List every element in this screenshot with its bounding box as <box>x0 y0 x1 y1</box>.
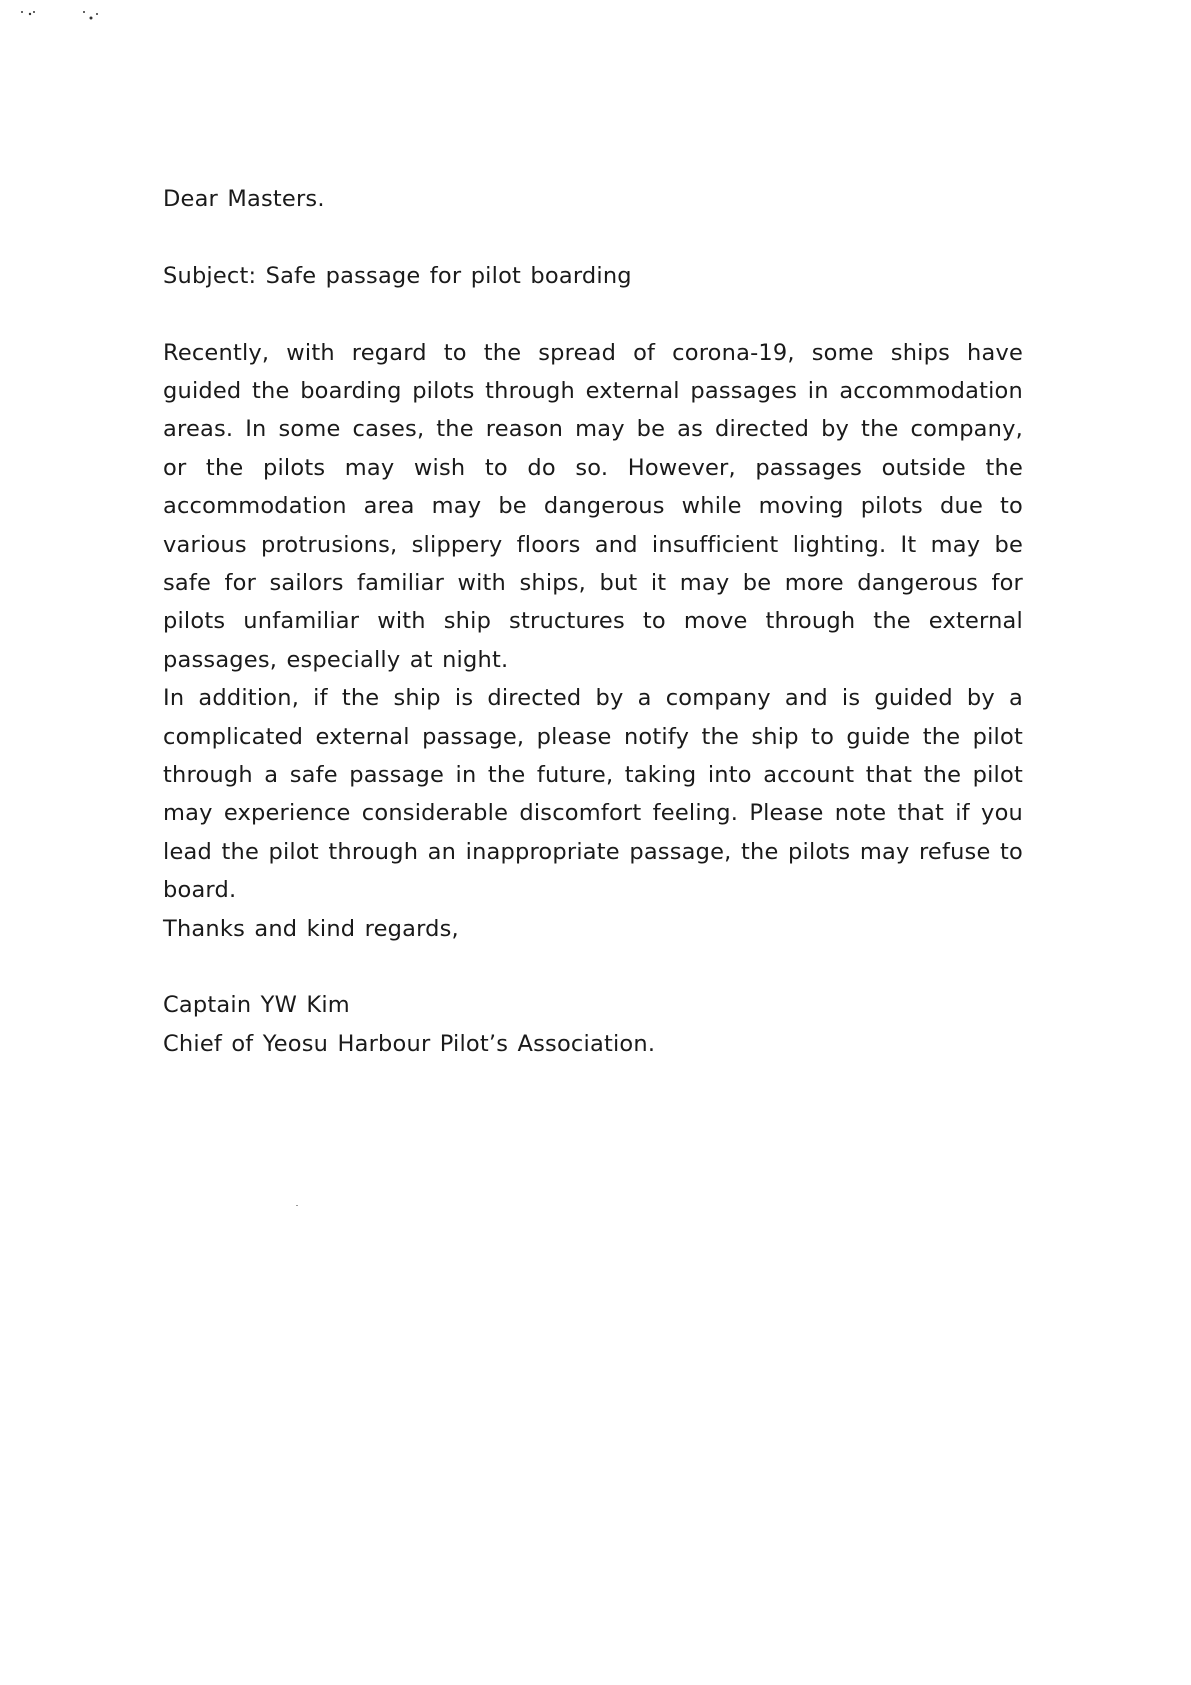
scan-dot-mark <box>296 1205 298 1206</box>
signature-name: Captain YW Kim <box>163 992 350 1019</box>
closing-line: Thanks and kind regards, <box>163 915 459 942</box>
signature-title: Chief of Yeosu Harbour Pilot’s Association. <box>163 1030 656 1057</box>
subject-line: Subject: Safe passage for pilot boarding <box>163 262 632 289</box>
letter-body <box>163 180 1023 1063</box>
body-paragraph-2: In addition, if the ship is directed by a company and is guided by a complicated external passage, please notify the ship to guide the pilot through a safe passage in the future, taking into account that the pilot may experience considerable discomfort feeling. Please note that if you lead the pilot through an inappropriate passage, the pilots may refuse to board. <box>163 685 1023 904</box>
body-paragraph-1: Recently, with regard to the spread of corona-19, some ships have guided the boarding pilots through external passages in accommodation areas. In some cases, the reason may be as directed by the company, or the pilots may wish to do so. However, passages outside the accommodation area may be dangerous while moving pilots due to various protrusions, slippery floors and insufficient lighting. It may be safe for sailors familiar with ships, but it may be more dangerous for pilots unfamiliar with ship structures to move through the external passages, especially at night. <box>163 339 1023 673</box>
salutation: Dear Masters. <box>163 186 325 212</box>
scan-speck-marks <box>18 8 118 28</box>
